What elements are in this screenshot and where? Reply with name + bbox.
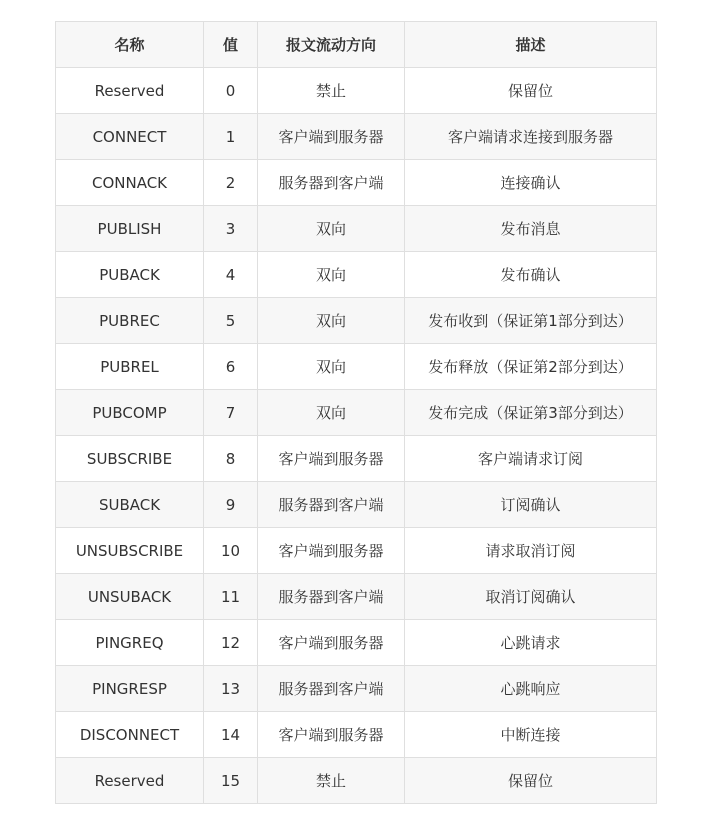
cell-value: 9 <box>204 482 258 528</box>
table-header <box>56 22 657 68</box>
mqtt-packet-type-table <box>55 21 657 804</box>
cell-value: 11 <box>204 574 258 620</box>
cell-name: PUBLISH <box>56 206 204 252</box>
cell-name: CONNECT <box>56 114 204 160</box>
cell-name: Reserved <box>56 758 204 804</box>
table-row <box>56 528 657 574</box>
cell-value: 6 <box>204 344 258 390</box>
table-row <box>56 206 657 252</box>
cell-description: 客户端请求订阅 <box>405 436 657 482</box>
cell-direction: 客户端到服务器 <box>258 114 405 160</box>
cell-description: 心跳请求 <box>405 620 657 666</box>
cell-value: 14 <box>204 712 258 758</box>
cell-direction: 客户端到服务器 <box>258 436 405 482</box>
cell-direction: 双向 <box>258 206 405 252</box>
cell-name: Reserved <box>56 68 204 114</box>
header-value: 值 <box>204 22 258 68</box>
cell-name: SUBACK <box>56 482 204 528</box>
cell-description: 请求取消订阅 <box>405 528 657 574</box>
cell-value: 13 <box>204 666 258 712</box>
cell-direction: 禁止 <box>258 68 405 114</box>
cell-direction: 客户端到服务器 <box>258 712 405 758</box>
table-row <box>56 68 657 114</box>
cell-value: 2 <box>204 160 258 206</box>
table-body <box>56 68 657 804</box>
table-row <box>56 390 657 436</box>
cell-description: 中断连接 <box>405 712 657 758</box>
cell-direction: 服务器到客户端 <box>258 666 405 712</box>
cell-name: CONNACK <box>56 160 204 206</box>
cell-value: 7 <box>204 390 258 436</box>
cell-value: 10 <box>204 528 258 574</box>
cell-description: 订阅确认 <box>405 482 657 528</box>
cell-name: PUBREC <box>56 298 204 344</box>
table-row <box>56 252 657 298</box>
cell-value: 0 <box>204 68 258 114</box>
cell-direction: 禁止 <box>258 758 405 804</box>
table-row <box>56 574 657 620</box>
table-row <box>56 298 657 344</box>
table-row <box>56 114 657 160</box>
table-row <box>56 712 657 758</box>
header-name: 名称 <box>56 22 204 68</box>
cell-direction: 双向 <box>258 390 405 436</box>
cell-description: 发布收到（保证第1部分到达） <box>405 298 657 344</box>
cell-description: 客户端请求连接到服务器 <box>405 114 657 160</box>
cell-direction: 双向 <box>258 344 405 390</box>
cell-value: 12 <box>204 620 258 666</box>
cell-description: 保留位 <box>405 758 657 804</box>
cell-name: PUBREL <box>56 344 204 390</box>
cell-value: 15 <box>204 758 258 804</box>
cell-value: 8 <box>204 436 258 482</box>
cell-value: 4 <box>204 252 258 298</box>
cell-value: 5 <box>204 298 258 344</box>
header-description: 描述 <box>405 22 657 68</box>
table-row <box>56 620 657 666</box>
table-row <box>56 160 657 206</box>
cell-description: 发布消息 <box>405 206 657 252</box>
cell-name: PINGRESP <box>56 666 204 712</box>
table-row <box>56 758 657 804</box>
cell-name: UNSUBSCRIBE <box>56 528 204 574</box>
mqtt-packet-type-table-container <box>55 21 656 804</box>
cell-description: 发布确认 <box>405 252 657 298</box>
cell-direction: 双向 <box>258 298 405 344</box>
cell-direction: 客户端到服务器 <box>258 620 405 666</box>
cell-name: PUBCOMP <box>56 390 204 436</box>
cell-description: 保留位 <box>405 68 657 114</box>
cell-description: 心跳响应 <box>405 666 657 712</box>
cell-direction: 客户端到服务器 <box>258 528 405 574</box>
cell-name: DISCONNECT <box>56 712 204 758</box>
table-row <box>56 482 657 528</box>
header-row <box>56 22 657 68</box>
cell-direction: 服务器到客户端 <box>258 160 405 206</box>
table-row <box>56 436 657 482</box>
cell-name: SUBSCRIBE <box>56 436 204 482</box>
cell-description: 连接确认 <box>405 160 657 206</box>
cell-direction: 双向 <box>258 252 405 298</box>
cell-direction: 服务器到客户端 <box>258 482 405 528</box>
header-direction: 报文流动方向 <box>258 22 405 68</box>
cell-direction: 服务器到客户端 <box>258 574 405 620</box>
table-row <box>56 344 657 390</box>
cell-name: PINGREQ <box>56 620 204 666</box>
cell-name: UNSUBACK <box>56 574 204 620</box>
cell-value: 3 <box>204 206 258 252</box>
table-row <box>56 666 657 712</box>
cell-value: 1 <box>204 114 258 160</box>
cell-name: PUBACK <box>56 252 204 298</box>
cell-description: 发布完成（保证第3部分到达） <box>405 390 657 436</box>
cell-description: 取消订阅确认 <box>405 574 657 620</box>
cell-description: 发布释放（保证第2部分到达） <box>405 344 657 390</box>
